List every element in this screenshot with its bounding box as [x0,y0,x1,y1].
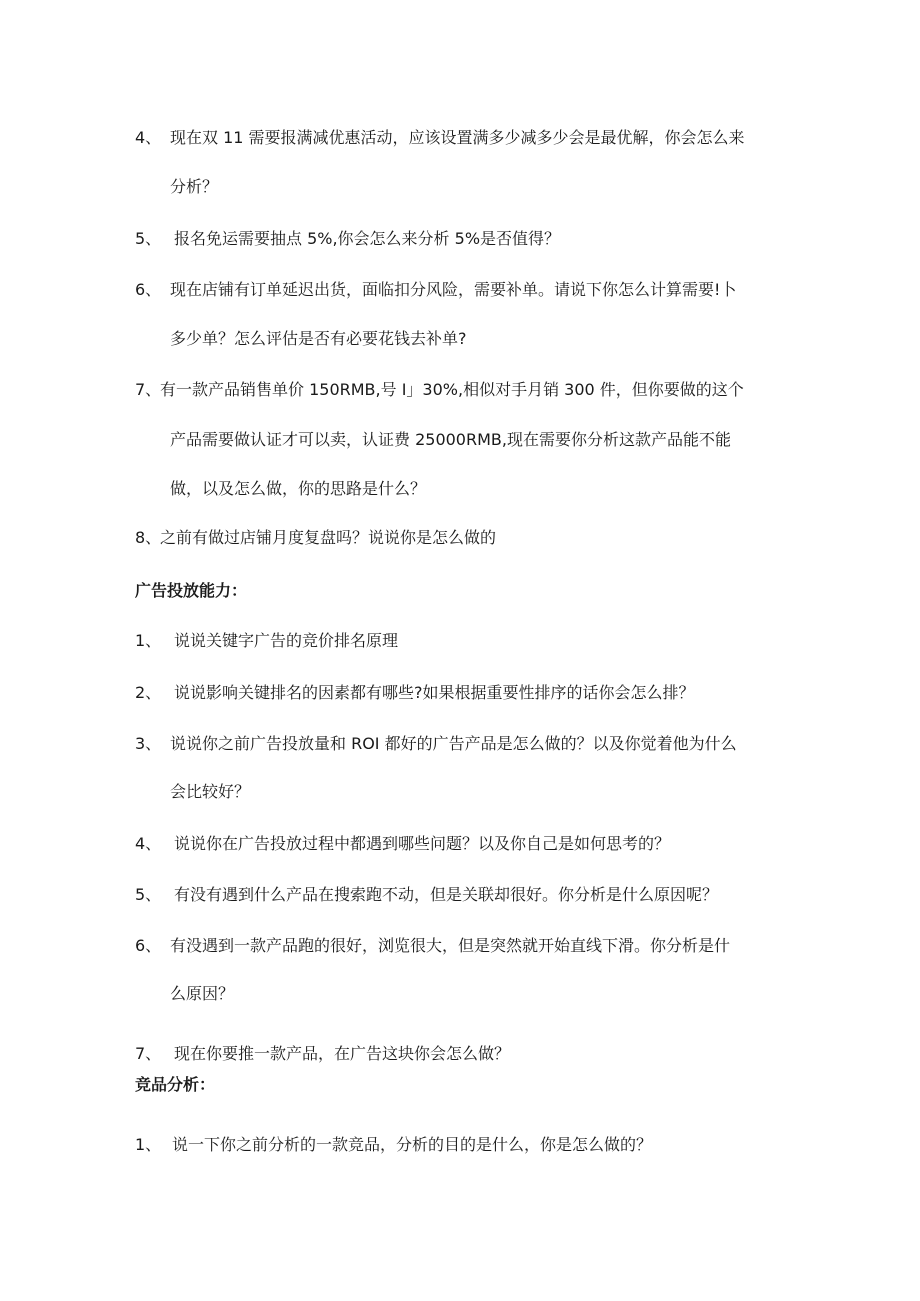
item-number: 1、 [135,631,162,650]
item-text-line: 说说影响关键排名的因素都有哪些?如果根据重要性排序的话你会怎么排？ [174,683,695,702]
item-text-line: 现在店铺有订单延迟出货，面临扣分风险，需要补单。请说下你怎么计算需要!卜 [170,280,737,299]
item-text-line: 报名免运需要抽点 5%,你会怎么来分析 5%是否值得？ [174,229,561,248]
item-text-line: 之前有做过店铺月度复盘吗？说说你是怎么做的 [160,528,497,547]
item-number: 8、 [135,528,162,547]
item-number: 7、 [135,380,162,399]
section-heading: 广告投放能力： [135,581,248,600]
item-number: 6、 [135,280,162,299]
item-text-line: 会比较好？ [170,782,251,801]
item-text-line: 么原因？ [170,984,235,1003]
item-text-line: 说说你在广告投放过程中都遇到哪些问题？以及你自己是如何思考的？ [174,834,671,853]
item-text-line: 说说关键字广告的竞价排名原理 [174,631,399,650]
item-number: 5、 [135,885,162,904]
item-text-line: 现在你要推一款产品，在广告这块你会怎么做？ [174,1044,511,1063]
item-text-line: 分析？ [170,177,219,196]
item-text-line: 做，以及怎么做，你的思路是什么？ [170,479,427,498]
item-number: 2、 [135,683,162,702]
item-number: 1、 [135,1135,162,1154]
item-text-line: 说说你之前广告投放量和 ROI 都好的广告产品是怎么做的？以及你觉着他为什么 [170,734,737,753]
item-text-line: 有没有遇到什么产品在搜索跑不动，但是关联却很好。你分析是什么原因呢？ [174,885,719,904]
item-number: 4、 [135,834,162,853]
item-text-line: 有没遇到一款产品跑的很好，浏览很大，但是突然就开始直线下滑。你分析是什 [170,936,731,955]
item-text-line: 多少单？怎么评估是否有必要花钱去补单? [170,329,467,348]
item-text-line: 说一下你之前分析的一款竞品，分析的目的是什么，你是怎么做的？ [172,1135,653,1154]
item-number: 5、 [135,229,162,248]
item-number: 7、 [135,1044,162,1063]
item-number: 3、 [135,734,162,753]
item-number: 4、 [135,128,162,147]
item-text-line: 现在双 11 需要报满减优惠活动，应该设置满多少减多少会是最优解，你会怎么来 [170,128,745,147]
item-text-line: 有一款产品销售单价 150RMB,号 I」30%,相似对手月销 300 件，但你要做的这个 [160,380,744,399]
item-text-line: 产品需要做认证才可以卖，认证费 25000RMB,现在需要你分析这款产品能不能 [170,430,731,449]
section-heading: 竞品分析： [135,1075,216,1094]
item-number: 6、 [135,936,162,955]
